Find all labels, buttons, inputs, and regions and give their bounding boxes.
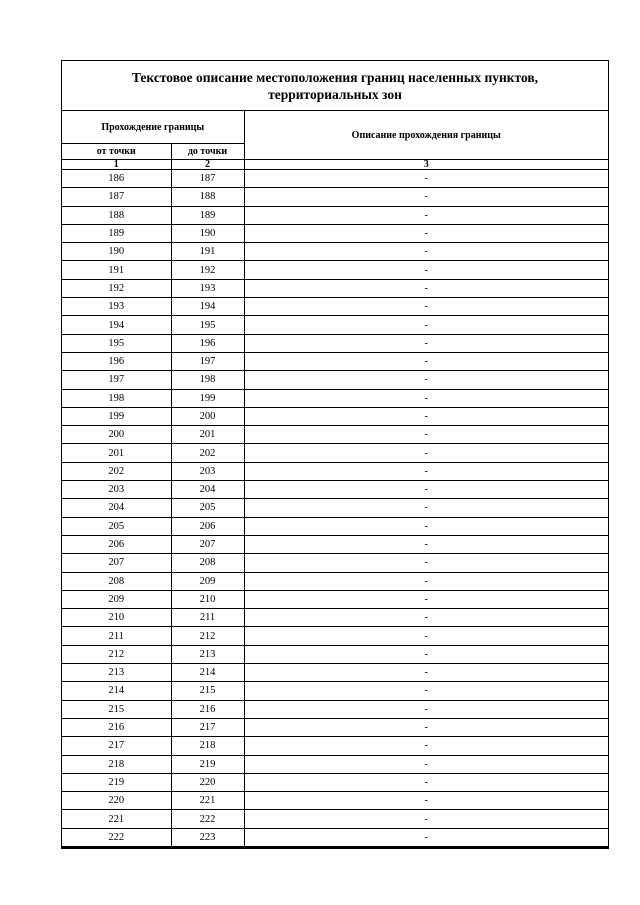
cell-to-point: 197 [171, 352, 244, 370]
table-row [62, 535, 608, 553]
table-row [62, 426, 608, 444]
header-column-number-2: 2 [171, 160, 244, 170]
table-row [62, 517, 608, 535]
cell-from-point: 203 [62, 481, 171, 499]
cell-to-point: 190 [171, 224, 244, 242]
cell-description: - [244, 206, 608, 224]
cell-from-point: 206 [62, 535, 171, 553]
cell-description: - [244, 481, 608, 499]
cell-to-point: 201 [171, 426, 244, 444]
cell-from-point: 217 [62, 737, 171, 755]
cell-to-point: 202 [171, 444, 244, 462]
cell-to-point: 217 [171, 718, 244, 736]
cell-from-point: 218 [62, 755, 171, 773]
title-line-2: территориальных зон [268, 86, 402, 102]
cell-to-point: 216 [171, 700, 244, 718]
cell-description: - [244, 499, 608, 517]
cell-from-point: 201 [62, 444, 171, 462]
cell-from-point: 191 [62, 261, 171, 279]
cell-to-point: 221 [171, 792, 244, 810]
cell-from-point: 193 [62, 298, 171, 316]
cell-description: - [244, 737, 608, 755]
table-row [62, 188, 608, 206]
table-row [62, 755, 608, 773]
table-row [62, 352, 608, 370]
cell-description: - [244, 792, 608, 810]
header-boundary-passage: Прохождение границы [62, 111, 244, 144]
cell-to-point: 222 [171, 810, 244, 828]
boundary-table [62, 111, 608, 847]
cell-to-point: 210 [171, 590, 244, 608]
cell-from-point: 202 [62, 462, 171, 480]
cell-description: - [244, 371, 608, 389]
cell-to-point: 193 [171, 279, 244, 297]
cell-description: - [244, 334, 608, 352]
cell-from-point: 207 [62, 554, 171, 572]
cell-from-point: 215 [62, 700, 171, 718]
cell-description: - [244, 645, 608, 663]
header-column-number-1: 1 [62, 160, 171, 170]
table-row [62, 444, 608, 462]
cell-to-point: 191 [171, 243, 244, 261]
table-row [62, 206, 608, 224]
cell-description: - [244, 682, 608, 700]
cell-from-point: 204 [62, 499, 171, 517]
cell-description: - [244, 572, 608, 590]
header-description: Описание прохождения границы [244, 111, 608, 160]
cell-to-point: 188 [171, 188, 244, 206]
cell-from-point: 220 [62, 792, 171, 810]
table-row [62, 261, 608, 279]
cell-to-point: 213 [171, 645, 244, 663]
cell-from-point: 190 [62, 243, 171, 261]
header-from-point: от точки [62, 144, 171, 160]
cell-description: - [244, 828, 608, 846]
table-row [62, 828, 608, 846]
table-row [62, 792, 608, 810]
table-row [62, 664, 608, 682]
cell-to-point: 206 [171, 517, 244, 535]
cell-from-point: 205 [62, 517, 171, 535]
cell-to-point: 215 [171, 682, 244, 700]
cell-to-point: 212 [171, 627, 244, 645]
cell-from-point: 199 [62, 407, 171, 425]
cell-to-point: 211 [171, 609, 244, 627]
cell-from-point: 194 [62, 316, 171, 334]
cell-to-point: 195 [171, 316, 244, 334]
cell-to-point: 208 [171, 554, 244, 572]
cell-to-point: 194 [171, 298, 244, 316]
table-row [62, 645, 608, 663]
cell-description: - [244, 718, 608, 736]
cell-description: - [244, 590, 608, 608]
cell-from-point: 216 [62, 718, 171, 736]
cell-from-point: 221 [62, 810, 171, 828]
cell-description: - [244, 316, 608, 334]
cell-description: - [244, 700, 608, 718]
document-title [62, 61, 608, 111]
header-to-point: до точки [171, 144, 244, 160]
table-row [62, 700, 608, 718]
cell-description: - [244, 298, 608, 316]
cell-from-point: 187 [62, 188, 171, 206]
table-row [62, 298, 608, 316]
table-row [62, 316, 608, 334]
table-row [62, 590, 608, 608]
table-row [62, 737, 608, 755]
cell-to-point: 214 [171, 664, 244, 682]
cell-to-point: 218 [171, 737, 244, 755]
table-row [62, 554, 608, 572]
table-row [62, 609, 608, 627]
cell-description: - [244, 279, 608, 297]
cell-description: - [244, 444, 608, 462]
cell-from-point: 188 [62, 206, 171, 224]
table-row [62, 279, 608, 297]
cell-from-point: 209 [62, 590, 171, 608]
cell-description: - [244, 517, 608, 535]
cell-description: - [244, 773, 608, 791]
cell-to-point: 203 [171, 462, 244, 480]
cell-to-point: 192 [171, 261, 244, 279]
table-body [62, 170, 608, 847]
table-row [62, 810, 608, 828]
table-row [62, 572, 608, 590]
cell-from-point: 211 [62, 627, 171, 645]
cell-from-point: 219 [62, 773, 171, 791]
cell-description: - [244, 810, 608, 828]
cell-to-point: 189 [171, 206, 244, 224]
cell-from-point: 213 [62, 664, 171, 682]
cell-from-point: 210 [62, 609, 171, 627]
table-row [62, 499, 608, 517]
cell-from-point: 186 [62, 170, 171, 188]
table-row [62, 481, 608, 499]
table-row [62, 773, 608, 791]
cell-from-point: 189 [62, 224, 171, 242]
cell-description: - [244, 407, 608, 425]
bottom-rule [61, 848, 609, 849]
table-row [62, 243, 608, 261]
cell-description: - [244, 627, 608, 645]
table-row [62, 462, 608, 480]
cell-description: - [244, 261, 608, 279]
cell-description: - [244, 554, 608, 572]
cell-to-point: 220 [171, 773, 244, 791]
cell-from-point: 192 [62, 279, 171, 297]
header-column-number-3: 3 [244, 160, 608, 170]
cell-description: - [244, 243, 608, 261]
cell-description: - [244, 426, 608, 444]
cell-description: - [244, 609, 608, 627]
document-sheet [61, 60, 609, 848]
cell-from-point: 196 [62, 352, 171, 370]
table-row [62, 407, 608, 425]
cell-description: - [244, 224, 608, 242]
cell-to-point: 219 [171, 755, 244, 773]
cell-from-point: 200 [62, 426, 171, 444]
cell-to-point: 223 [171, 828, 244, 846]
cell-from-point: 214 [62, 682, 171, 700]
cell-description: - [244, 188, 608, 206]
cell-to-point: 198 [171, 371, 244, 389]
cell-description: - [244, 462, 608, 480]
cell-description: - [244, 664, 608, 682]
cell-description: - [244, 389, 608, 407]
table-row [62, 334, 608, 352]
table-row [62, 627, 608, 645]
table-row [62, 389, 608, 407]
cell-description: - [244, 535, 608, 553]
cell-to-point: 187 [171, 170, 244, 188]
cell-from-point: 198 [62, 389, 171, 407]
cell-to-point: 207 [171, 535, 244, 553]
table-row [62, 718, 608, 736]
cell-from-point: 195 [62, 334, 171, 352]
cell-from-point: 222 [62, 828, 171, 846]
table-row [62, 371, 608, 389]
cell-to-point: 209 [171, 572, 244, 590]
cell-from-point: 197 [62, 371, 171, 389]
cell-to-point: 200 [171, 407, 244, 425]
table-row [62, 170, 608, 188]
table-row [62, 224, 608, 242]
cell-to-point: 196 [171, 334, 244, 352]
title-line-1: Текстовое описание местоположения границ населенных пунктов, [131, 69, 539, 85]
cell-to-point: 204 [171, 481, 244, 499]
cell-description: - [244, 755, 608, 773]
cell-from-point: 212 [62, 645, 171, 663]
cell-description: - [244, 352, 608, 370]
cell-from-point: 208 [62, 572, 171, 590]
cell-description: - [244, 170, 608, 188]
cell-to-point: 199 [171, 389, 244, 407]
cell-to-point: 205 [171, 499, 244, 517]
table-row [62, 682, 608, 700]
